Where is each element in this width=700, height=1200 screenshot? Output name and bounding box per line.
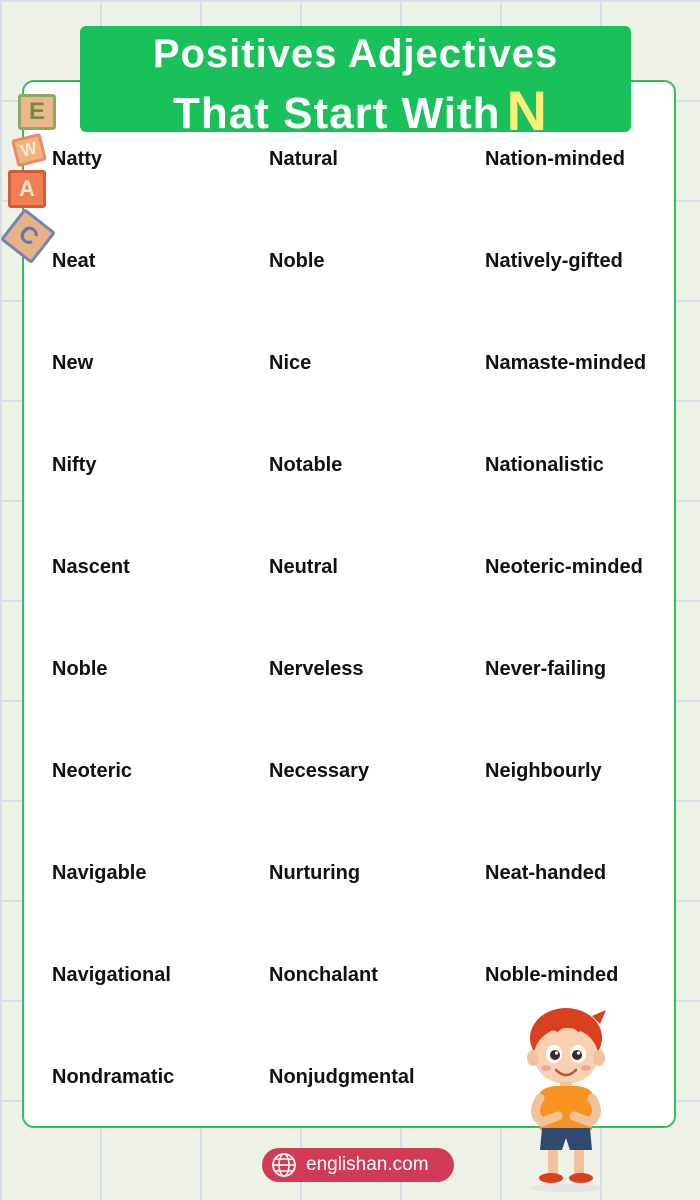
adjective-word: Noble: [269, 250, 325, 272]
adjective-word: Natural: [269, 148, 338, 170]
adjective-word: Natively-gifted: [485, 250, 623, 272]
adjective-word: Neutral: [269, 556, 338, 578]
adjective-word: Neoteric: [52, 760, 133, 782]
letter-block-c: C: [0, 208, 56, 264]
website-url[interactable]: englishan.com: [306, 1154, 429, 1175]
adjective-word: Nonjudgmental: [269, 1066, 415, 1088]
letter-block-e: E: [18, 94, 56, 130]
adjective-word: Noble-minded: [485, 964, 619, 986]
adjective-word: Navigable: [52, 862, 147, 884]
adjective-word: New: [52, 352, 94, 374]
title-line-2-text: That Start With: [173, 89, 501, 138]
adjective-word: Notable: [269, 454, 343, 476]
adjective-word: Namaste-minded: [485, 352, 647, 374]
adjective-word: Neoteric-minded: [485, 556, 643, 578]
adjective-word-list: [52, 140, 682, 1120]
letter-block-a: A: [8, 170, 46, 208]
website-badge[interactable]: [262, 1148, 454, 1182]
adjective-word: Noble: [52, 658, 108, 680]
title-line-1: Positives Adjectives: [152, 32, 559, 76]
title-banner: [80, 26, 631, 142]
adjective-word: Necessary: [269, 760, 370, 782]
adjective-word: Nurturing: [269, 862, 361, 884]
adjective-word: Neighbourly: [485, 760, 602, 782]
adjective-word: Nice: [269, 352, 312, 374]
adjective-word: Neat-handed: [485, 862, 607, 884]
adjective-word: Nation-minded: [485, 148, 625, 170]
adjective-word: Neat: [52, 250, 96, 272]
adjective-word: Natty: [52, 148, 103, 170]
cartoon-boy-illustration: [518, 1004, 614, 1194]
adjective-word: Never-failing: [485, 658, 607, 680]
adjective-word: Navigational: [52, 964, 171, 986]
adjective-word: Nifty: [52, 454, 97, 476]
adjective-word: Nonchalant: [269, 964, 378, 986]
title-line-2: [80, 78, 631, 143]
adjective-word: Nationalistic: [485, 454, 604, 476]
title-letter: N: [506, 79, 548, 142]
alphabet-blocks-decoration: [0, 0, 80, 280]
adjective-word: Nascent: [52, 556, 130, 578]
letter-block-w: W: [11, 133, 47, 167]
adjective-word: Nerveless: [269, 658, 364, 680]
globe-icon: [270, 1151, 298, 1179]
adjective-word: Nondramatic: [52, 1066, 175, 1088]
